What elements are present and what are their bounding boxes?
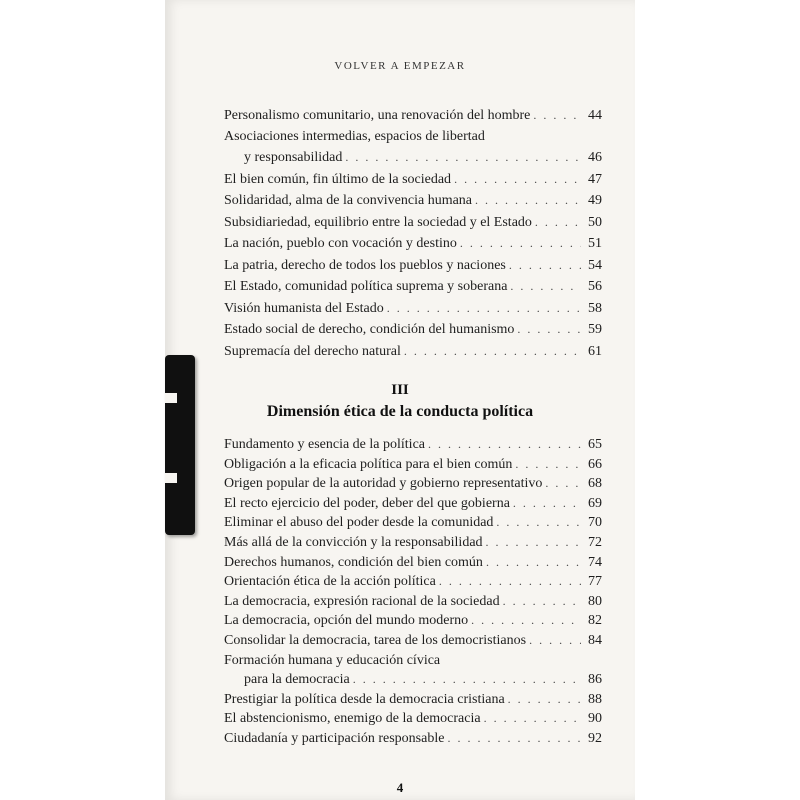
toc-entry (224, 494, 602, 514)
toc-entry-title: El Estado, comunidad política suprema y soberana (224, 279, 508, 294)
toc-entry-page: 50 (588, 214, 602, 230)
dot-leader (515, 455, 581, 475)
toc-entry-title: Más allá de la convicción y la responsabilidad (224, 534, 483, 550)
section-title: Dimensión ética de la conducta política (266, 403, 534, 420)
toc-entry-page: 92 (588, 730, 602, 746)
toc-entry-page: 90 (588, 711, 602, 727)
toc-entry (224, 631, 602, 651)
dot-leader (345, 147, 581, 168)
toc-entry-title: Formación humana y educación cívica (224, 652, 441, 668)
toc-entry-page: 80 (588, 593, 602, 609)
toc-entry-title: Subsidiariedad, equilibrio entre la sociedad y el Estado (224, 214, 532, 230)
toc-entry (224, 212, 602, 234)
toc-entry (224, 709, 602, 729)
page-number: 4 (396, 780, 404, 795)
toc-entry (224, 533, 602, 553)
toc-entry-title: Personalismo comunitario, una renovación del hombre (224, 108, 531, 123)
toc-entry-title: Derechos humanos, condición del bien común (224, 554, 483, 570)
toc-entry-page: 84 (588, 632, 602, 648)
dot-leader (508, 690, 581, 710)
toc-entry-title: El recto ejercicio del poder, deber del que gobierna (224, 495, 510, 511)
running-head: VOLVER A EMPEZAR (334, 60, 466, 72)
toc-entry (224, 276, 602, 298)
toc-entry-page: 49 (588, 193, 602, 208)
toc-entry-title: Fundamento y esencia de la política (224, 437, 425, 452)
toc-entry-page: 88 (588, 691, 602, 707)
toc-entry-title: El abstencionismo, enemigo de la democracia (224, 711, 481, 727)
toc-entry-title: La democracia, opción del mundo moderno (224, 613, 469, 629)
toc-entry-page: 82 (588, 613, 602, 629)
toc-entry (224, 611, 602, 631)
dot-leader (439, 572, 581, 592)
toc-entry-title: Obligación a la eficacia política para el bien común (224, 456, 513, 472)
toc-entry-page: 58 (588, 300, 602, 316)
toc-entry (224, 690, 602, 710)
toc-entry (224, 553, 602, 573)
dot-leader (460, 233, 581, 254)
dot-leader (509, 255, 581, 276)
toc-entry-page: 69 (588, 495, 602, 511)
dot-leader (428, 435, 581, 455)
toc-entry (224, 474, 602, 494)
toc-entry-title: Ciudadanía y participación responsable (224, 730, 445, 746)
toc-entry-page: 72 (588, 534, 602, 550)
toc-entry (224, 233, 602, 255)
dot-leader (486, 533, 581, 553)
toc-entry (224, 592, 602, 612)
toc-entry (224, 651, 602, 671)
toc-entry (224, 169, 602, 191)
toc-entry-page: 59 (588, 322, 602, 337)
dot-leader (510, 276, 581, 297)
dot-leader (486, 553, 581, 573)
dot-leader (471, 611, 581, 631)
dot-leader (353, 670, 581, 690)
toc-entry-page: 70 (588, 515, 602, 531)
toc-entry (224, 147, 602, 169)
toc-entry-title: El bien común, fin último de la sociedad (224, 171, 452, 187)
toc-entry-title: Prestigiar la política desde la democracia cristiana (224, 691, 505, 707)
dot-leader (496, 513, 581, 533)
toc-entry-title: Origen popular de la autoridad y gobierno representativo (224, 476, 543, 492)
toc-entry-page: 68 (588, 476, 602, 492)
toc-entry-page: 51 (588, 236, 602, 251)
toc-entry-page: 65 (588, 437, 602, 452)
toc-entry-page: 61 (588, 343, 602, 359)
dot-leader (447, 729, 581, 749)
toc-entry (224, 513, 602, 533)
toc-entry-title: Orientación ética de la acción política (224, 574, 436, 590)
toc-entry-title: y responsabilidad (244, 150, 343, 165)
toc-entry-page: 86 (588, 672, 602, 688)
dot-leader (517, 319, 581, 340)
toc-entry (224, 572, 602, 592)
toc-entry (224, 127, 602, 148)
dot-leader (387, 298, 581, 319)
toc-entry (224, 255, 602, 277)
toc-entry-title: Solidaridad, alma de la convivencia humana (224, 193, 473, 208)
toc-entry-page: 56 (588, 279, 602, 294)
dot-leader (484, 709, 581, 729)
section-number: III (391, 382, 409, 398)
toc-entry (224, 455, 602, 475)
toc-entry-title: La patria, derecho de todos los pueblos y naciones (224, 257, 506, 273)
dot-leader (513, 494, 581, 514)
dot-leader (454, 169, 581, 190)
toc-section-a (224, 105, 602, 362)
toc-entry-title: Supremacía del derecho natural (224, 343, 401, 359)
toc-section-b (224, 435, 602, 749)
toc-entry-title: para la democracia (244, 672, 350, 688)
dot-leader (535, 212, 581, 233)
toc-entry-page: 44 (588, 108, 602, 123)
dot-leader (533, 105, 581, 126)
toc-entry-page: 77 (588, 574, 602, 590)
clip-notch (165, 473, 177, 483)
toc-entry-page: 66 (588, 456, 602, 472)
toc-entry-page: 47 (588, 171, 602, 187)
toc-entry-title: La democracia, expresión racional de la sociedad (224, 593, 500, 609)
toc-entry-title: Eliminar el abuso del poder desde la comunidad (224, 515, 494, 531)
toc-entry (224, 190, 602, 212)
dot-leader (529, 631, 581, 651)
toc-entry (224, 729, 602, 749)
toc-entry-title: Consolidar la democracia, tarea de los democristianos (224, 632, 527, 648)
toc-entry (224, 105, 602, 127)
dot-leader (545, 474, 581, 494)
toc-entry-page: 74 (588, 554, 602, 570)
toc-entry (224, 435, 602, 455)
toc-entry-page: 46 (588, 150, 602, 165)
dot-leader (503, 592, 581, 612)
dot-leader (404, 341, 581, 362)
toc-entry-title: Estado social de derecho, condición del humanismo (224, 322, 515, 337)
toc-entry (224, 341, 602, 363)
toc-entry-title: Visión humanista del Estado (224, 300, 384, 316)
toc-entry (224, 298, 602, 320)
dot-leader (475, 190, 581, 211)
toc-entry-page: 54 (588, 257, 602, 273)
toc-entry (224, 670, 602, 690)
toc-entry-title: La nación, pueblo con vocación y destino (224, 236, 457, 251)
toc-entry-title: Asociaciones intermedias, espacios de libertad (224, 128, 485, 144)
toc-entry (224, 319, 602, 341)
